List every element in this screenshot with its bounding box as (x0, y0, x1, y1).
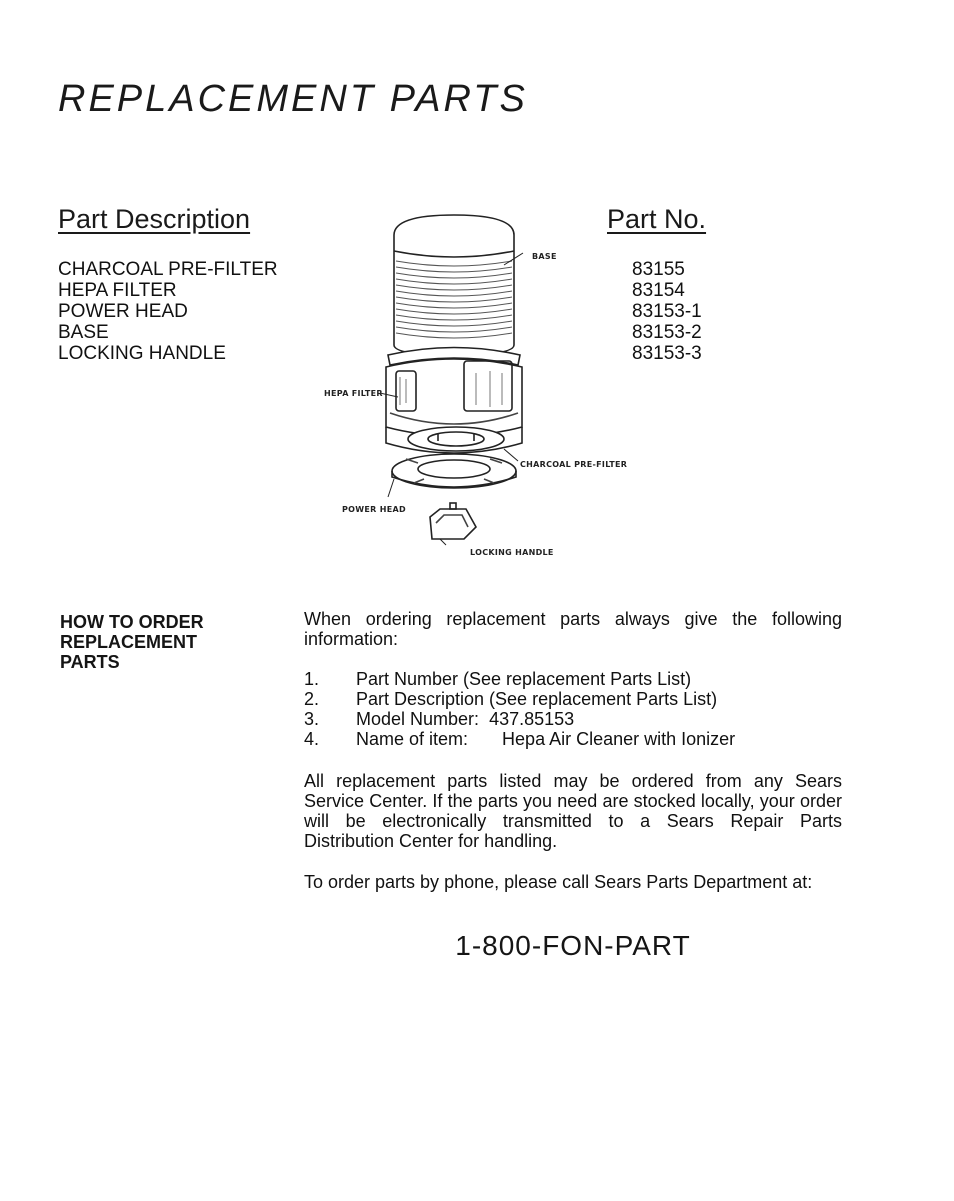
list-item (304, 729, 735, 749)
item-name-value: Hepa Air Cleaner with Ionizer (502, 729, 736, 749)
step-number: 2. (304, 689, 320, 709)
exploded-parts-diagram (318, 205, 648, 575)
part-number: 83154 (632, 280, 685, 301)
base-illustration (394, 215, 514, 355)
locking-handle-illustration (430, 503, 476, 539)
part-number: 83153-1 (632, 301, 702, 322)
part-number: 83155 (632, 259, 685, 280)
heading-line: REPLACEMENT (60, 632, 198, 652)
list-item (304, 669, 735, 689)
list-item (304, 709, 735, 729)
ordering-intro-paragraph: When ordering replacement parts always give the following information: (304, 609, 842, 649)
part-description-header: Part Description (58, 204, 251, 234)
power-head-callout: POWER HEAD (342, 505, 406, 514)
heading-line: PARTS (60, 652, 120, 672)
part-description: BASE (58, 322, 109, 343)
part-number-header: Part No. (607, 204, 707, 234)
part-number: 83153-3 (632, 343, 702, 364)
phone-number: 1-800-FON-PART (455, 930, 691, 961)
part-description: LOCKING HANDLE (58, 343, 226, 364)
ordering-steps-list (304, 669, 735, 749)
step-number: 4. (304, 729, 320, 749)
step-text: Part Number (See replacement Parts List) (356, 669, 692, 689)
page-title: REPLACEMENT PARTS (58, 78, 528, 120)
power-head-illustration (392, 454, 516, 488)
charcoal-pre-filter-illustration (408, 427, 504, 451)
step-label: Model Number: (356, 709, 480, 729)
model-number-value: 437.85153 (489, 709, 575, 729)
part-description: CHARCOAL PRE-FILTER (58, 259, 278, 280)
heading-line: HOW TO ORDER (60, 612, 204, 632)
list-item (304, 689, 735, 709)
step-number: 1. (304, 669, 320, 689)
step-text: Part Description (See replacement Parts List) (356, 689, 718, 709)
part-number: 83153-2 (632, 322, 702, 343)
part-description: HEPA FILTER (58, 280, 177, 301)
base-callout: BASE (532, 252, 557, 261)
hepa-filter-callout: HEPA FILTER (324, 389, 383, 398)
service-center-paragraph: All replacement parts listed may be ordered from any Sears Service Center. If the parts you need are stocked locally, your order will be electronically transmitted to a Sears Repair Parts Distribution Center for handling. (304, 771, 842, 851)
part-description: POWER HEAD (58, 301, 188, 322)
locking-handle-callout: LOCKING HANDLE (470, 548, 554, 557)
step-label: Name of item: (356, 729, 469, 749)
phone-order-paragraph: To order parts by phone, please call Sears Parts Department at: (304, 872, 813, 892)
step-number: 3. (304, 709, 320, 729)
part-description-list (58, 259, 278, 364)
charcoal-pre-filter-callout: CHARCOAL PRE-FILTER (520, 460, 628, 469)
how-to-order-heading (60, 612, 270, 672)
